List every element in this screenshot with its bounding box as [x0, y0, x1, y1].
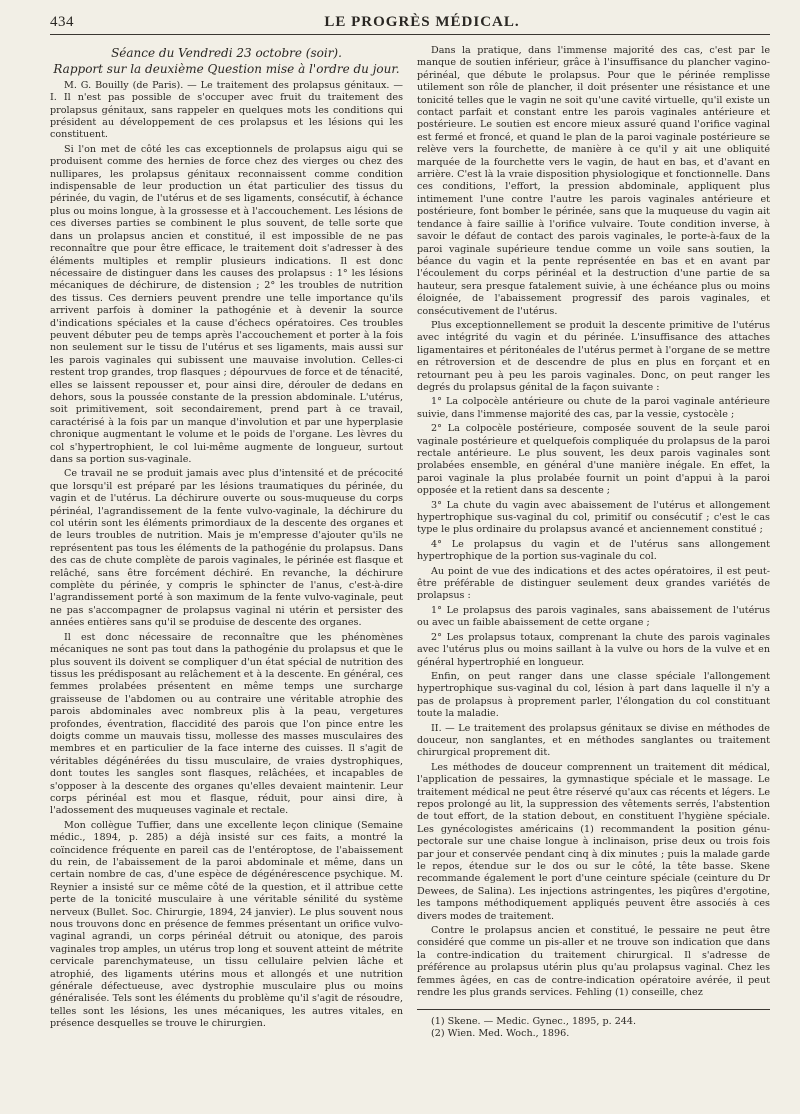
paragraph: Dans la pratique, dans l'immense majorité des cas, c'est par le manque de soutien inférieur, grâce à l'insuffisance du plancher vagino-périnéal, que débute le prolapsus. Pour que le périnée remplisse utilement son rôle de plancher, il doit présenter une résistance et une tonicité telles que le vagin ne soit qu'une cavité virtuelle, qu'il existe un contact parfait et constant entre les parois vaginales antérieure et postérieure. Le soutien est encore mieux assuré quand l'orifice vaginal est fermé et froncé, et quand le plan de la paroi vaginale postérieure se relève vers la fourchette, de manière à ce qu'il y ait une obliquité marquée de la fourchette vers le vagin, de haut en bas, et d'avant en arrière. C'est là la vraie disposition physiologique et fonctionnelle. Dans ces conditions, l'effort, la pression abdominale, appliquent plus intimement l'une contre l'autre les parois vaginales antérieure et postérieure, font bomber le périnée, sans que la muqueuse du vagin ait tendance à faire saillie à l'orifice vulvaire. Toute condition inverse, à savoir le défaut de contact des parois vaginales, le porte-à-faux de la paroi vaginale supérieure tendue comme un voile sans soutien, la béance du vagin et la pente représentée en bas et en avant par l'écoulement du corps périnéal et la destruction d'une partie de sa hauteur, sera presque fatalement suivie, à une échéance plus ou moins éloignée, de l'abaissement progressif des parois vaginales, et consécutivement de l'utérus. [417, 45, 770, 317]
paragraph: Au point de vue des indications et des actes opératoires, il est peut-être préférable de distinguer seulement deux grandes variétés de prolapsus : [417, 565, 770, 602]
list-item: 3° La chute du vagin avec abaissement de l'utérus et allongement hypertrophique sus-vaginal du col, primitif ou consécutif ; c'est le cas type le plus ordinaire du prolapsus avancé et anciennement constitué ; [417, 499, 770, 536]
list-item: 2° La colpocèle postérieure, composée souvent de la seule paroi vaginale postérieure et quelquefois compliquée du prolapsus de la paroi rectale antérieure. Le plus souvent, les deux parois vaginales sont prolabées ensemble, en général d'une manière inégale. En effet, la paroi vaginale la plus prolabée fournit un point d'appui à la paroi opposée et la retient dans sa descente ; [417, 423, 770, 497]
list-item: 4° Le prolapsus du vagin et de l'utérus sans allongement hypertrophique de la portion sus-vaginale du col. [417, 538, 770, 563]
paragraph: Ce travail ne se produit jamais avec plus d'intensité et de précocité que lorsqu'il est préparé par les lésions traumatiques du périnée, du vagin et de l'utérus. La déchirure ouverte ou sous-muqueuse du corps périnéal, l'agrandissement de la fente vulvo-vaginale, la déchirure du col utérin sont les éléments primordiaux de la descente des organes et de leurs troubles de nutrition. Mais je m'empresse d'ajouter qu'ils ne représentent pas tous les éléments de la pathogénie du prolapsus. Dans des cas de chute complète de parois vaginales, le périnée est flasque et relâché, sans être forcément déchiré. En revanche, la déchirure complète du périnée, y compris le sphincter de l'anus, c'est-à-dire l'agrandissement porté à son maximum de la fente vulvo-vaginale, peut ne pas s'accompagner de prolapsus vaginal ni utérin et persister des années entières sans qu'il se produise de descente des organes. [50, 468, 403, 629]
page-header [50, 14, 770, 35]
paragraph: Contre le prolapsus ancien et constitué, le pessaire ne peut être considéré que comme un pis-aller et ne trouve son indication que dans la contre-indication du traitement chirurgical. Il s'adresse de préférence au prolapsus utérin plus qu'au prolapsus vaginal. Chez les femmes âgées, en cas de contre-indication opératoire avérée, il peut rendre les plus grands services. Fehling (1) conseille, chez [417, 925, 770, 999]
left-column [50, 45, 403, 1040]
report-heading: Rapport sur la deuxième Question mise à l'ordre du jour. [53, 62, 400, 77]
right-column [417, 45, 770, 1040]
footnote: (1) Skene. — Medic. Gynec., 1895, p. 244. [431, 1016, 637, 1028]
paragraph: Les méthodes de douceur comprennent un traitement dit médical, l'application de pessaires, la gymnastique spéciale et le massage. Le traitement médical ne peut être réservé qu'aux cas récents et légers. Le repos prolongé au lit, la suppression des vêtements serrés, l'abstention de tout effort, de la station debout, en constituent l'hygiène spéciale. Les gynécologistes américains (1) recommandent la position génu-pectorale sur une chaise longue à inclinaison, prise deux ou trois fois par jour et conservée pendant cinq à dix minutes ; puis la malade garde le repos, étendue sur le dos ou sur le côté, la tête basse. Skene recommande également le port d'une ceinture spéciale (ceinture du Dr Dewees, de Salina). Les injections astringentes, les piqûres d'ergotine, les tampons méthodiquement appliqués peuvent être associés à ces divers modes de traitement. [417, 761, 770, 922]
page-number: 434 [50, 14, 74, 30]
paragraph: Enfin, on peut ranger dans une classe spéciale l'allongement hypertrophique sus-vaginal du col, lésion à part dans laquelle il n'y a pas de prolapsus à proprement parler, l'élongation du col constituant toute la maladie. [417, 670, 770, 720]
columns [50, 45, 770, 1040]
footnotes [417, 1009, 770, 1040]
footnote: (2) Wien. Med. Woch., 1896. [431, 1028, 570, 1040]
paragraph: Mon collègue Tuffier, dans une excellente leçon clinique (Semaine médic., 1894, p. 285) a déjà insisté sur ces faits, a montré la coïncidence fréquente en pareil cas de l'entéroptose, de l'abaissement du rein, de l'abaissement de la paroi abdominale et même, dans un certain nombre de cas, d'une espèce de dégénérescence psychique. M. Reynier a insisté sur ce même côté de la question, et il attribue cette perte de la tonicité musculaire à une véritable sénilité du système nerveux (Bullet. Soc. Chirurgie, 1894, 24 janvier). Le plus souvent nous nous trouvons donc en présence de femmes présentant un orifice vulvo-vaginal agrandi, un corps périnéal détruit ou atonique, des parois vaginales trop amples, un utérus trop long et souvent atteint de métrite cervicale parenchymateuse, un tissu cellulaire pelvien lâche et atrophié, des ligaments utérins mous et allongés et une nutrition générale défectueuse, avec dystrophie musculaire plus ou moins généralisée. Tels sont les éléments du problème qu'il s'agit de résoudre, telles sont les lésions, les unes mécaniques, les autres vitales, en présence desquelles se trouve le chirurgien. [50, 819, 403, 1030]
paragraph: Il est donc nécessaire de reconnaître que les phénomènes mécaniques ne sont pas tout dans la pathogénie du prolapsus et que le plus souvent ils doivent se compliquer d'un état spécial de nutrition des tissus les prédisposant au relâchement et à la descente. En général, ces femmes prolabées présentent en même temps une surcharge graisseuse de l'abdomen ou au contraire une véritable atrophie des parois abdominales avec nombreux plis à la peau, vergetures profondes, éventration, flaccidité des parois que l'on pince entre les doigts comme un mauvais tissu, mollesse des masses musculaires des membres et en particulier de la face interne des cuisses. Il s'agit de véritables dégénérées du tissu musculaire, de vraies dystrophiques, dont toutes les sangles sont flasques, relâchées, et incapables de s'opposer à la descente des organes qu'elles devaient maintenir. Leur corps périnéal est mou et flasque, réduit, pour ainsi dire, à l'adossement des muqueuses vaginale et rectale. [50, 631, 403, 817]
list-item: 1° Le prolapsus des parois vaginales, sans abaissement de l'utérus ou avec un faible abaissement de cette organe ; [417, 604, 770, 629]
paragraph: Plus exceptionnellement se produit la descente primitive de l'utérus avec intégrité du vagin et du périnée. L'insuffisance des attaches ligamentaires et péritonéales de l'utérus permet à l'organe de se mettre en rétroversion et de descendre de plus en plus en forçant et en retournant peu à peu les parois vaginales. Donc, on peut ranger les degrés du prolapsus génital de la façon suivante : [417, 319, 770, 393]
paragraph: II. — Le traitement des prolapsus génitaux se divise en méthodes de douceur, non sanglantes, et en méthodes sanglantes ou traitement chirurgical proprement dit. [417, 722, 770, 759]
paragraph: M. G. Bouilly (de Paris). — Le traitement des prolapsus génitaux. — I. Il n'est pas possible de s'occuper avec fruit du traitement des prolapsus génitaux, sans rappeler en quelques mots les conditions qui président au développement de ces prolapsus et les lésions qui les constituent. [50, 79, 403, 141]
journal-title: LE PROGRÈS MÉDICAL. [324, 14, 520, 30]
paragraph: Si l'on met de côté les cas exceptionnels de prolapsus aigu qui se produisent comme des hernies de force chez des vierges ou chez des nullipares, les prolapsus génitaux reconnaissent comme condition indispensable de leur production un état particulier des tissus du périnée, du vagin, de l'utérus et de ses ligaments, consécutif, à échance plus ou moins longue, à la grossesse et à l'accouchement. Les lésions de ces diverses parties se combinent le plus souvent, de telle sorte que dans un prolapsus ancien et constitué, il est impossible de ne pas reconnaître que pour être efficace, le traitement doit s'adresser à des éléments multiples et remplir plusieurs indications. Il est donc nécessaire de distinguer dans les causes des prolapsus : 1° les lésions mécaniques de déchirure, de distension ; 2° les troubles de nutrition des tissus. Ces derniers peuvent prendre une telle importance qu'ils arrivent parfois à dominer la pathogénie et à devenir la source d'indications spéciales et la cause d'échecs opératoires. Ces troubles peuvent débuter peu de temps après l'accouchement et porter à la fois non seulement sur le tissu de l'utérus et ses ligaments, mais aussi sur les parois vaginales qui subissent une mauvaise involution. Celles-ci restent trop grandes, trop flasques ; dépourvues de force et de ténacité, elles se laissent repousser et, pour ainsi dire, dérouler de dedans en dehors, sous la poussée constante de la pression abdominale. L'utérus, soit primitivement, soit secondairement, prend part à ce travail, caractérisé à la fois par un manque d'involution et par une hyperplasie chronique augmentant le volume et le poids de l'organe. Les lèvres du col s'hypertrophient, le col lui-même augmente de longueur, surtout dans sa portion sus-vaginale. [50, 143, 403, 465]
list-item: 2° Les prolapsus totaux, comprenant la chute des parois vaginales avec l'utérus plus ou moins saillant à la vulve ou hors de la vulve et en général hypertrophié en longueur. [417, 631, 770, 668]
session-heading: Séance du Vendredi 23 octobre (soir). [111, 46, 342, 60]
list-item: 1° La colpocèle antérieure ou chute de la paroi vaginale antérieure suivie, dans l'immense majorité des cas, par la vessie, cystocèle ; [417, 396, 770, 420]
